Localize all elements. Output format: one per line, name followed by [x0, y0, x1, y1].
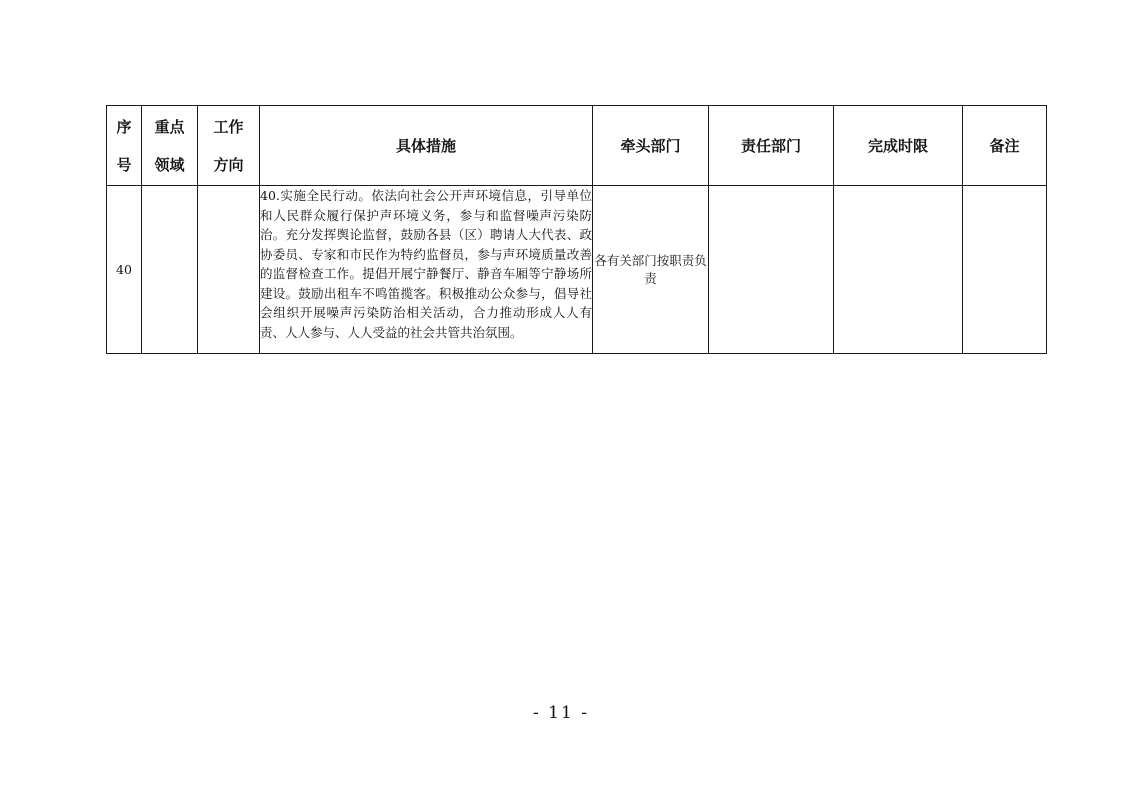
measures-table [106, 105, 1047, 354]
header-row [107, 106, 1047, 186]
cell-resp-dept [709, 186, 834, 354]
cell-notes [963, 186, 1047, 354]
header-seq [107, 106, 142, 186]
header-area-line1: 重点 [154, 117, 185, 136]
table-body [107, 186, 1047, 354]
page-number: - 11 - [533, 703, 589, 723]
header-deadline: 完成时限 [834, 106, 963, 186]
table-header [107, 106, 1047, 186]
header-lead-dept: 牵头部门 [593, 106, 709, 186]
header-area-line2: 领域 [154, 155, 185, 174]
header-seq-line2: 号 [116, 155, 132, 174]
header-direction-line2: 方向 [213, 155, 244, 174]
header-direction-line1: 工作 [213, 117, 244, 136]
header-direction [198, 106, 260, 186]
cell-direction [198, 186, 260, 354]
header-notes: 备注 [963, 106, 1047, 186]
cell-seq: 40 [107, 186, 142, 354]
header-measures: 具体措施 [260, 106, 593, 186]
header-seq-line1: 序 [116, 117, 132, 136]
cell-area [142, 186, 198, 354]
header-resp-dept: 责任部门 [709, 106, 834, 186]
cell-measures: 40.实施全民行动。依法向社会公开声环境信息，引导单位和人民群众履行保护声环境义务，参与和监督噪声污染防治。充分发挥舆论监督，鼓励各县（区）聘请人大代表、政协委员、专家和市民作为特约监督员，参与声环境质量改善的监督检查工作。提倡开展宁静餐厅、静音车厢等宁静场所建设。鼓励出租车不鸣笛揽客。积极推动公众参与，倡导社会组织开展噪声污染防治相关活动，合力推动形成人人有责、人人参与、人人受益的社会共管共治氛围。 [260, 186, 593, 354]
table-row [107, 186, 1047, 354]
header-area [142, 106, 198, 186]
cell-deadline [834, 186, 963, 354]
cell-lead-dept: 各有关部门按职责负责 [593, 186, 709, 354]
